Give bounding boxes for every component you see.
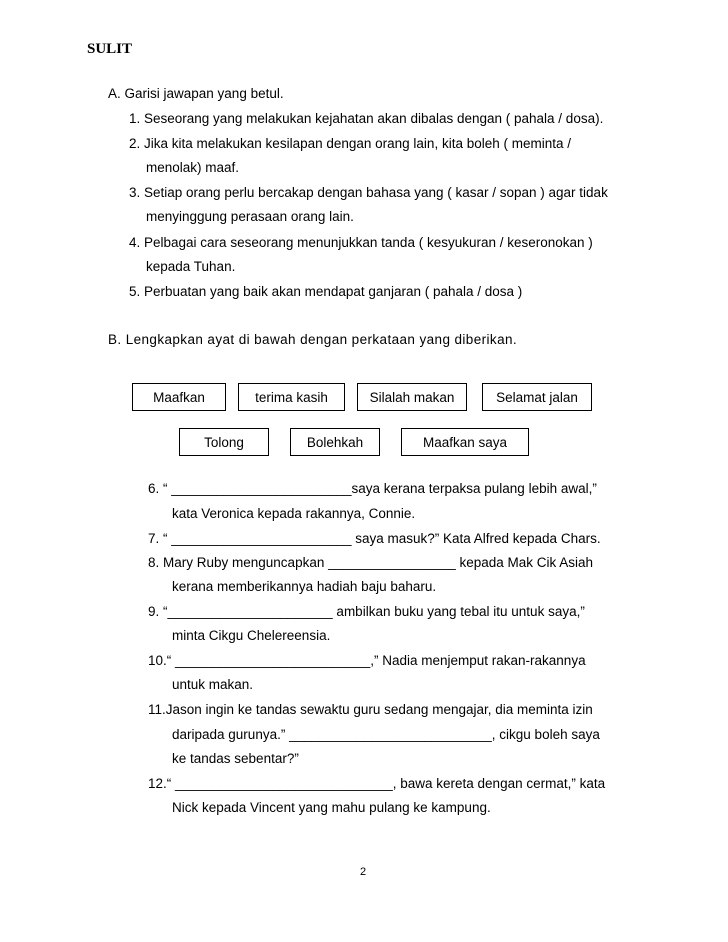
- word-bank-item: Maafkan saya: [401, 428, 529, 456]
- question-line: menolak) maaf.: [146, 160, 240, 175]
- question-line: kata Veronica kepada rakannya, Connie.: [172, 506, 416, 521]
- question-line: 5. Perbuatan yang baik akan mendapat ganjaran ( pahala / dosa ): [129, 284, 523, 299]
- word-bank-item: Tolong: [179, 428, 269, 456]
- question-line: minta Cikgu Chelereensia.: [172, 628, 331, 643]
- question-line: 1. Seseorang yang melakukan kejahatan akan dibalas dengan ( pahala / dosa).: [129, 111, 604, 126]
- classification-label: SULIT: [87, 41, 133, 57]
- question-line: 3. Setiap orang perlu bercakap dengan bahasa yang ( kasar / sopan ) agar tidak: [129, 185, 608, 200]
- question-line: 10.“ __________________________,” Nadia menjemput rakan-rakannya: [148, 653, 586, 668]
- question-line: kerana memberikannya hadiah baju baharu.: [172, 579, 437, 594]
- question-line: Nick kepada Vincent yang mahu pulang ke kampung.: [172, 800, 491, 815]
- question-line: 7. “ ________________________ saya masuk?” Kata Alfred kepada Chars.: [148, 531, 601, 546]
- word-bank-item: Bolehkah: [290, 428, 380, 456]
- question-line: 9. “______________________ ambilkan buku yang tebal itu untuk saya,”: [148, 604, 585, 619]
- question-line: 2. Jika kita melakukan kesilapan dengan orang lain, kita boleh ( meminta /: [129, 136, 571, 151]
- question-line: 12.“ _____________________________, bawa kereta dengan cermat,” kata: [148, 776, 606, 791]
- page-number: 2: [360, 866, 367, 878]
- question-line: kepada Tuhan.: [146, 259, 236, 274]
- word-bank-item: Maafkan: [132, 383, 226, 411]
- question-line: daripada gurunya.” ___________________________, cikgu boleh saya: [172, 727, 600, 742]
- word-bank-item: terima kasih: [238, 383, 345, 411]
- section-a-instruction: A. Garisi jawapan yang betul.: [108, 86, 284, 101]
- question-line: ke tandas sebentar?”: [172, 751, 299, 766]
- question-line: 6. “ ________________________saya kerana terpaksa pulang lebih awal,”: [148, 481, 597, 496]
- section-b-instruction: B. Lengkapkan ayat di bawah dengan perkataan yang diberikan.: [108, 332, 518, 347]
- question-line: menyinggung perasaan orang lain.: [146, 209, 354, 224]
- question-line: 4. Pelbagai cara seseorang menunjukkan tanda ( kesyukuran / keseronokan ): [129, 235, 593, 250]
- question-line: 8. Mary Ruby menguncapkan _________________ kepada Mak Cik Asiah: [148, 555, 594, 570]
- question-line: 11.Jason ingin ke tandas sewaktu guru sedang mengajar, dia meminta izin: [148, 702, 593, 717]
- word-bank-item: Silalah makan: [357, 383, 467, 411]
- word-bank-item: Selamat jalan: [482, 383, 592, 411]
- question-line: untuk makan.: [172, 677, 254, 692]
